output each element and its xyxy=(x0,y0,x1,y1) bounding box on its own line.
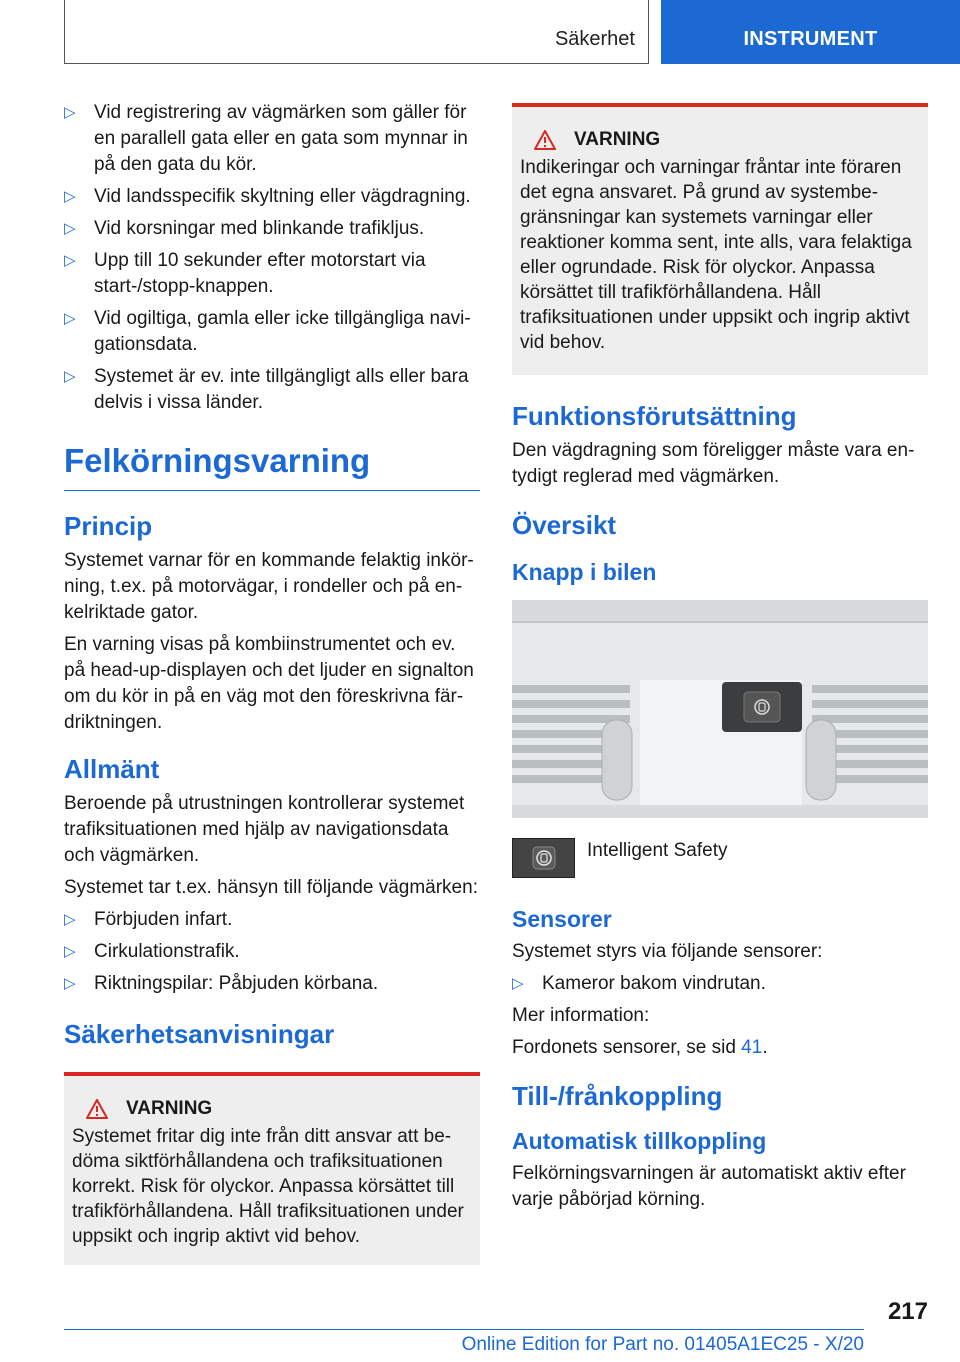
auto-heading: Automatisk tillkoppling xyxy=(512,1128,767,1154)
signs-bullet-list xyxy=(64,907,480,997)
warning-title: VARNING xyxy=(72,1098,472,1120)
mer-info-text: Mer information: xyxy=(512,1005,650,1026)
sensorer-paragraph: Systemet styrs via följande sensorer: xyxy=(512,941,823,962)
list-item: ▷ Kameror bakom vindrutan. xyxy=(512,971,928,997)
warning-box xyxy=(64,1072,480,1265)
fordon-reference: Fordonets sensorer, se sid 41. xyxy=(512,1037,768,1058)
warning-triangle-icon xyxy=(534,130,556,150)
warning-text: Indikeringar och varningar fråntar inte föraren det egna ansvaret. På grund av systembegränsningar kan systemets varningar eller reaktioner komma sent, inte alls, vara felaktiga eller ogrundade. Risk för olyckor. Anpassa körsättet till trafikförhållandena. Håll trafiksituationen under uppsikt och ingrip aktivt vid behov. xyxy=(520,157,912,353)
intelligent-safety-button-icon xyxy=(512,838,575,878)
princip-paragraph-2: En varning visas på kombiinstrumentet och ev. på head-up-displayen och det ljuder en signalton om du kör in på en väg mot den föreskrivna färdriktningen. xyxy=(64,634,474,733)
right-column xyxy=(512,103,928,1219)
left-column xyxy=(64,100,480,1265)
list-item: ▷ Cirkulationstrafik. xyxy=(64,939,480,965)
princip-heading: Princip xyxy=(64,511,153,541)
page-number: 217 xyxy=(887,1298,928,1325)
allmant-heading: Allmänt xyxy=(64,754,160,784)
list-item: ▷ Förbjuden infart. xyxy=(64,907,480,933)
triangle-bullet-icon: ▷ xyxy=(512,975,524,992)
condition-bullet-list xyxy=(64,100,480,416)
legend-label: Intelligent Safety xyxy=(587,840,728,861)
funktion-paragraph: Den vägdragning som föreligger måste vara entydigt reglerad med vägmärken. xyxy=(512,440,915,487)
oversikt-heading: Översikt xyxy=(512,510,617,540)
triangle-bullet-icon: ▷ xyxy=(64,368,76,385)
knapp-heading: Knapp i bilen xyxy=(512,559,657,585)
triangle-bullet-icon: ▷ xyxy=(64,911,76,928)
list-item: ▷ Vid registrering av vägmärken som gäller för en parallell gata eller en gata som mynnar in på den gata du kör. xyxy=(64,102,468,175)
warning-title: VARNING xyxy=(520,129,920,151)
triangle-bullet-icon: ▷ xyxy=(64,188,76,205)
warning-box xyxy=(512,103,928,375)
allmant-paragraph-2: Systemet tar t.ex. hänsyn till följande vägmärken: xyxy=(64,877,478,898)
dashboard-vents-illustration xyxy=(512,600,928,818)
triangle-bullet-icon: ▷ xyxy=(64,104,76,121)
auto-paragraph: Felkörningsvarningen är automatiskt aktiv efter varje påbörjad körning. xyxy=(512,1163,906,1210)
section-tab-sakerhet[interactable]: Säkerhet xyxy=(554,28,635,50)
triangle-bullet-icon: ▷ xyxy=(64,943,76,960)
sensor-bullet-list xyxy=(512,971,928,997)
allmant-paragraph-1: Beroende på utrustningen kontrollerar systemet trafiksituationen med hjälp av navigationsdata och vägmärken. xyxy=(64,793,465,866)
triangle-bullet-icon: ▷ xyxy=(64,252,76,269)
triangle-bullet-icon: ▷ xyxy=(64,220,76,237)
footer-divider xyxy=(64,1329,864,1330)
list-item: ▷ Vid landsspecifik skyltning eller vägdragning. xyxy=(64,184,480,210)
list-item: ▷ Systemet är ev. inte tillgängligt alls eller bara delvis i vissa länder. xyxy=(64,366,469,413)
legend-row xyxy=(512,838,928,878)
safety-heading: Säkerhetsanvisningar xyxy=(64,1019,335,1049)
princip-paragraph-1: Systemet varnar för en kommande felaktig inkörning, t.ex. på motorvägar, i rondeller och på enkelriktade gator. xyxy=(64,550,474,623)
warning-text: Systemet fritar dig inte från ditt ansvar att bedöma siktförhållandena och trafiksituationen korrekt. Risk för olyckor. Anpassa körsättet till trafikförhållandena. Håll trafiksituationen under uppsikt och ingrip aktivt vid behov. xyxy=(72,1126,464,1247)
funktion-heading: Funktionsförutsättning xyxy=(512,401,797,431)
chapter-tab-instrument[interactable]: INSTRUMENT xyxy=(661,0,960,64)
main-heading: Felkörningsvarning xyxy=(64,442,480,491)
list-item: ▷ Riktningspilar: Påbjuden körbana. xyxy=(64,971,480,997)
sensorer-heading: Sensorer xyxy=(512,906,612,932)
till-heading: Till-/frånkoppling xyxy=(512,1081,723,1111)
warning-triangle-icon xyxy=(86,1099,108,1119)
list-item: ▷ Vid ogiltiga, gamla eller icke tillgängliga navigationsdata. xyxy=(64,308,471,355)
triangle-bullet-icon: ▷ xyxy=(64,310,76,327)
page-link-41[interactable]: 41 xyxy=(741,1037,763,1058)
dashboard-button-photo xyxy=(512,600,928,818)
triangle-bullet-icon: ▷ xyxy=(64,975,76,992)
footer-edition: Online Edition for Part no. 01405A1EC25 - X/20 xyxy=(461,1334,864,1355)
list-item: ▷ Vid korsningar med blinkande trafikljus. xyxy=(64,216,480,242)
list-item: ▷ Upp till 10 sekunder efter motorstart via start-/stopp-knappen. xyxy=(64,250,426,297)
